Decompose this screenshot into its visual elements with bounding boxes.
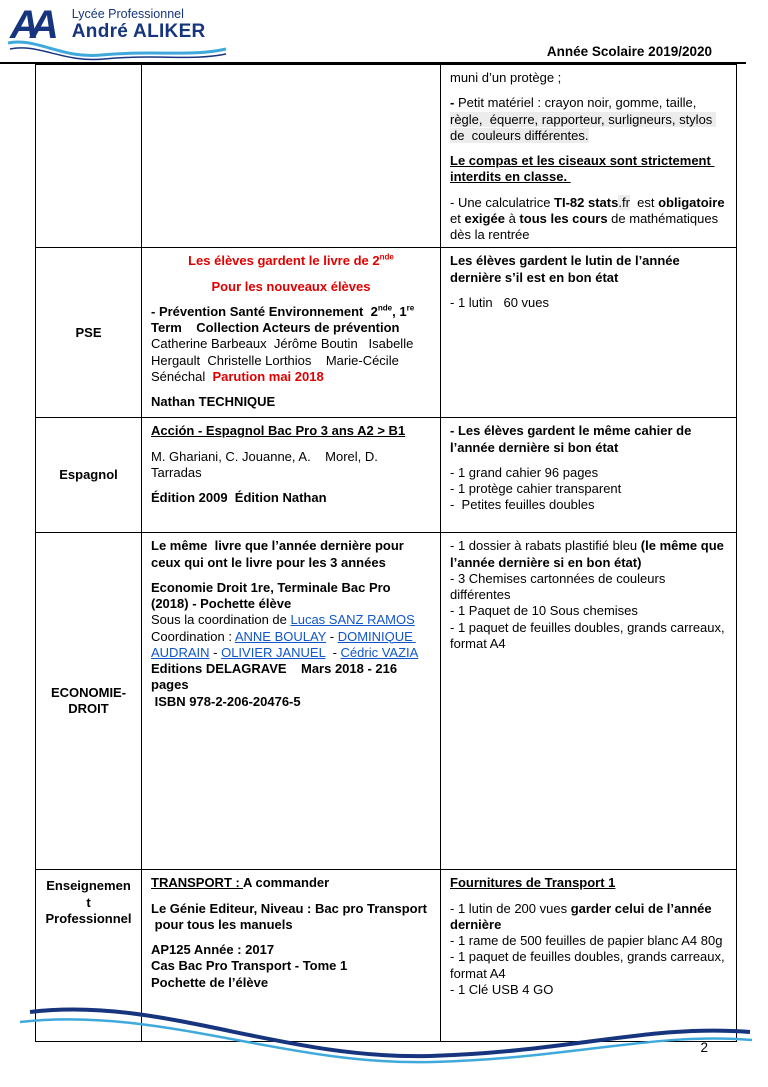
paragraph	[450, 70, 727, 86]
author-link[interactable]: Lucas SANZ RAMOS	[290, 612, 415, 628]
paragraph	[450, 538, 727, 571]
text-segment: Acción - Espagnol Bac Pro 3 ans A2 > B1	[151, 423, 406, 439]
paragraph	[450, 253, 727, 286]
paragraph	[151, 490, 431, 506]
subject-cell-economie-droit	[36, 533, 142, 870]
subject-cell-espagnol	[36, 418, 142, 533]
book-cell-economie-droit	[142, 533, 441, 870]
supplies-cell-espagnol	[441, 418, 737, 533]
paragraph	[450, 465, 727, 481]
school-logo	[10, 5, 206, 45]
supplies-cell-pse	[441, 248, 737, 418]
text-segment: AP125 Année : 2017	[151, 942, 275, 957]
text-segment: Parution mai 2018	[212, 368, 324, 384]
text-segment: - 1 Paquet de 10 Sous chemises	[450, 603, 638, 619]
text-segment: Sous la coordination de	[151, 612, 291, 628]
subject-line: Enseignemen	[46, 878, 131, 894]
text-segment: tous les cours	[519, 210, 608, 226]
table-row-economie-droit	[36, 533, 737, 870]
text-segment: .fr	[618, 194, 630, 210]
text-segment: - 1 Clé USB 4 GO	[450, 981, 554, 997]
text-segment: ISBN 978-2-206-20476-5	[151, 693, 301, 709]
text-segment: TRANSPORT :	[151, 875, 243, 891]
paragraph	[450, 481, 727, 497]
text-segment: obligatoire	[658, 194, 725, 210]
paragraph	[151, 629, 431, 662]
text-segment: Editions DELAGRAVE Mars 2018 - 216 pages	[151, 661, 401, 693]
logo-wave-icon	[6, 35, 228, 63]
paragraph	[450, 982, 727, 998]
text-segment: - 1 lutin 60 vues	[450, 294, 549, 310]
school-name-line1: Lycée Professionnel	[71, 7, 184, 21]
text-segment: Economie Droit 1re, Terminale Bac Pro (2018) - Pochette élève	[151, 579, 395, 611]
logo-monogram: AA	[10, 3, 50, 47]
text-segment: A commander	[242, 875, 330, 891]
text-segment: Édition 2009 Édition Nathan	[151, 490, 327, 505]
text-segment: à	[504, 210, 520, 226]
table-row-espagnol	[36, 418, 737, 533]
subject-line: t	[86, 894, 91, 910]
text-segment: Les élèves gardent le livre de 2	[188, 253, 380, 269]
text-segment: Pochette de l’élève	[151, 974, 269, 990]
paragraph	[151, 661, 431, 694]
paragraph	[450, 949, 727, 982]
subject-line: ECONOMIE-	[50, 685, 127, 700]
author-link[interactable]: Cédric VAZIA	[340, 644, 419, 660]
text-segment: Catherine Barbeaux Jérôme Boutin Isabelle Hergault Christelle Lorthios Marie-Cécile Sénéchal	[151, 336, 417, 384]
subject-line: PSE	[75, 324, 102, 340]
text-segment: est	[629, 194, 659, 210]
paragraph	[151, 875, 431, 891]
paragraph	[151, 538, 431, 571]
text-segment: Les élèves gardent le lutin de l’année dernière s’il est en bon état	[450, 253, 684, 285]
text-segment: pour tous les manuels	[151, 916, 293, 932]
paragraph	[151, 917, 431, 933]
text-segment: Coordination :	[151, 628, 235, 644]
text-segment: -	[326, 628, 338, 644]
paragraph	[151, 253, 431, 269]
subject-cell-empty	[36, 65, 142, 248]
subject-line: Espagnol	[59, 467, 118, 483]
paragraph	[450, 933, 727, 949]
paragraph	[151, 975, 431, 991]
text-segment: nde	[377, 303, 393, 313]
text-segment: Le Génie Editeur, Niveau : Bac pro Transport	[151, 900, 427, 916]
paragraph	[450, 95, 727, 144]
text-segment: - 1 paquet de feuilles doubles, grands carreaux, format A4	[450, 619, 729, 651]
paragraph	[450, 571, 727, 604]
text-segment: Nathan TECHNIQUE	[151, 394, 276, 409]
text-segment: et	[450, 194, 729, 226]
supplies-cell-economie-droit	[441, 533, 737, 870]
paragraph	[450, 875, 727, 891]
text-segment: (le même que l’année dernière si en bon état)	[450, 538, 728, 570]
paragraph	[151, 580, 431, 613]
paragraph	[151, 449, 431, 482]
supplies-cell-continuation	[441, 65, 737, 248]
paragraph	[151, 394, 431, 410]
text-segment: - 1 paquet de feuilles doubles, grands carreaux, format A4	[450, 949, 729, 981]
paragraph	[450, 497, 727, 513]
paragraph	[151, 901, 431, 917]
paragraph	[151, 942, 431, 958]
book-cell-espagnol	[142, 418, 441, 533]
text-segment: Le même livre que l’année dernière pour ceux qui ont le livre pour les 3 années	[151, 538, 408, 570]
text-segment: Term Collection Acteurs de prévention	[151, 303, 418, 335]
text-segment: - Prévention Santé Environnement 2	[151, 303, 378, 319]
paragraph	[450, 423, 727, 456]
subject-cell-pse	[36, 248, 142, 418]
text-segment: - Petites feuilles doubles	[450, 497, 595, 513]
text-segment: nde	[379, 252, 394, 262]
text-segment: -	[209, 644, 222, 660]
paragraph	[450, 295, 727, 311]
page-number: 2	[700, 1040, 708, 1055]
table-row-continuation	[36, 65, 737, 248]
paragraph	[450, 620, 727, 653]
paragraph	[450, 901, 727, 934]
text-segment: muni d’un protège ;	[450, 70, 562, 85]
text-segment: exigée	[464, 210, 505, 226]
text-segment: de mathématiques dès la rentrée	[450, 210, 722, 242]
text-segment: garder celui de l’année dernière	[450, 900, 716, 932]
author-link[interactable]: ANNE BOULAY	[234, 628, 327, 644]
subject-line: Professionnel	[45, 910, 132, 926]
paragraph	[151, 423, 431, 439]
text-segment: Cas Bac Pro Transport - Tome 1	[151, 958, 348, 974]
text-segment: Fournitures de Transport 1	[450, 875, 616, 891]
text-segment: - Les élèves gardent le même cahier de l’année dernière si bon état	[450, 423, 695, 455]
paragraph	[151, 612, 431, 628]
text-segment: Pour les nouveaux élèves	[211, 278, 371, 294]
paragraph	[450, 195, 727, 244]
page-header	[0, 0, 746, 64]
book-cell-continuation	[142, 65, 441, 248]
text-segment: - 1 lutin de 200 vues	[450, 900, 571, 916]
paragraph	[450, 603, 727, 619]
author-link[interactable]: OLIVIER JANUEL	[221, 644, 326, 660]
text-segment: Le compas et les ciseaux sont strictement interdits en classe.	[450, 153, 715, 185]
paragraph	[450, 153, 727, 186]
school-name-line2: André ALIKER	[71, 21, 206, 42]
text-segment: -	[325, 644, 341, 660]
text-segment: - 1 grand cahier 96 pages	[450, 464, 599, 480]
paragraph	[151, 958, 431, 974]
text-segment: - 1 rame de 500 feuilles de papier blanc A4 80g	[450, 933, 723, 948]
paragraph	[151, 279, 431, 295]
subject-line: DROIT	[68, 701, 109, 717]
table-row-pse	[36, 248, 737, 418]
text-segment: règle, équerre, rapporteur, surligneurs, stylos de couleurs différentes.	[450, 111, 716, 143]
paragraph	[151, 304, 431, 385]
text-segment: - 1 protège cahier transparent	[450, 481, 622, 496]
text-segment: - 3 Chemises cartonnées de couleurs différentes	[450, 570, 669, 602]
text-segment: Petit matériel : crayon noir, gomme, taille,	[457, 95, 700, 111]
book-cell-pse	[142, 248, 441, 418]
paragraph	[151, 694, 431, 710]
text-segment: -	[450, 95, 458, 111]
text-segment: TI-82 stats	[554, 194, 619, 210]
text-segment: M. Ghariani, C. Jouanne, A. Morel, D. Tarradas	[151, 448, 382, 480]
text-segment: - Une calculatrice	[450, 194, 555, 210]
text-segment: - 1 dossier à rabats plastifié bleu	[450, 538, 641, 554]
text-segment: , 1	[392, 303, 407, 319]
supplies-table	[35, 64, 737, 1042]
text-segment: re	[406, 303, 415, 313]
author-link[interactable]: DOMINIQUE AUDRAIN	[151, 628, 416, 660]
school-year-label: Année Scolaire 2019/2020	[546, 44, 712, 59]
bottom-wave-icon	[0, 1002, 757, 1074]
